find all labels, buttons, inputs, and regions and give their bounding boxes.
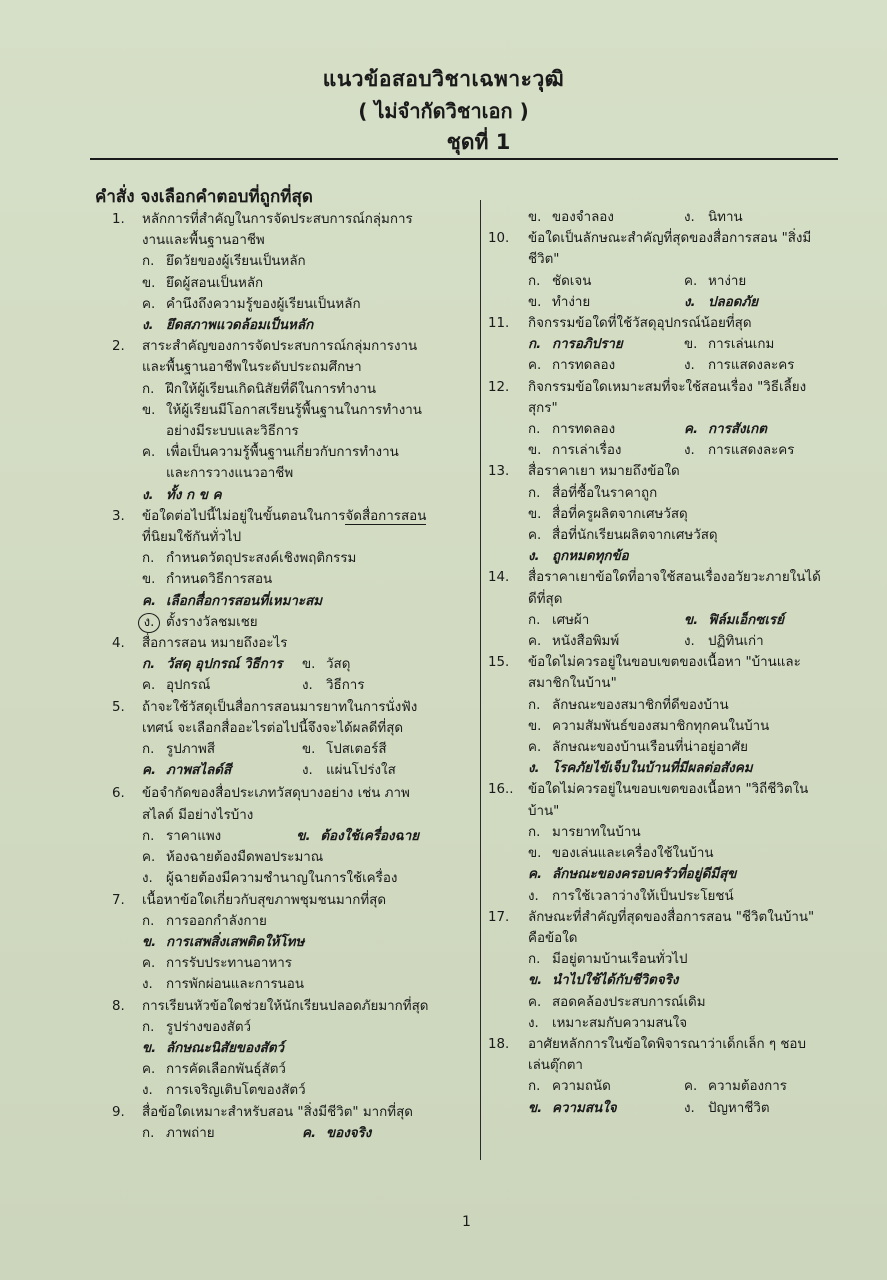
answer-option: ข. นำไปใช้ได้กับชีวิตจริง <box>528 973 679 989</box>
circled-option-mark: ง. <box>138 613 160 633</box>
option: ข. กำหนดวิธีการสอน <box>142 572 273 588</box>
option: ก. มารยาทในบ้าน <box>528 824 641 840</box>
question-12: 12. กิจกรรมข้อใดเหมาะสมที่จะใช้สอนเรื่อง "วิธีเลี้ยง <box>488 379 807 395</box>
answer-option: ง. โรคภัยไข้เจ็บในบ้านที่มีผลต่อสังคม <box>528 761 753 777</box>
question-4: 4. สื่อการสอน หมายถึงอะไร <box>112 636 288 652</box>
option: ค. คำนึงถึงความรู้ของผู้เรียนเป็นหลัก <box>142 296 361 312</box>
question-6: 6. ข้อจำกัดของสื่อประเภทวัสดุบางอย่าง เช่น ภาพ <box>112 786 410 802</box>
answer-option: ค. การสังเกต <box>684 422 767 438</box>
question-16: 16.. ข้อใดไม่ควรอยู่ในขอบเขตของเนื้อหา "วิถีชีวิตใน <box>488 782 809 798</box>
answer-option: ข. ลักษณะนิสัยของสัตว์ <box>142 1040 285 1056</box>
question-11: 11. กิจกรรมข้อใดที่ใช้วัสดุอุปกรณ์น้อยที่สุด <box>488 316 752 332</box>
option: ก. ยึดวัยของผู้เรียนเป็นหลัก <box>142 254 306 270</box>
option: ข. การเล่าเรื่อง <box>528 443 622 459</box>
page-header <box>0 62 887 158</box>
answer-option: ค. เลือกสื่อการสอนที่เหมาะสม <box>142 593 323 609</box>
option: ก. ฝึกให้ผู้เรียนเกิดนิสัยที่ดีในการทำงาน <box>142 381 377 397</box>
question-18: 18. อาศัยหลักการในข้อใดพิจารณาว่าเด็กเล็ก ๆ ชอบ <box>488 1036 806 1052</box>
option: ง. แผ่นโปร่งใส <box>302 763 396 779</box>
option: ง. นิทาน <box>684 210 743 225</box>
option: ก. สื่อที่ซื้อในราคาถูก <box>528 485 658 501</box>
option: ค. สอดคล้องประสบการณ์เดิม <box>528 994 706 1010</box>
page-title: แนวข้อสอบวิชาเฉพาะวุฒิ <box>322 67 565 91</box>
option: ข. ความสัมพันธ์ของสมาชิกทุกคนในบ้าน <box>528 718 770 734</box>
underlined-text: จัดสื่อการสอน <box>345 508 427 524</box>
answer-option: ข. ฟิล์มเอ็กซเรย์ <box>684 612 784 628</box>
question-3: 3. ข้อใดต่อไปนี้ไม่อยู่ในขั้นตอนในการจัดสื่อการสอน <box>112 508 427 524</box>
option: ก. กำหนดวัตถุประสงค์เชิงพฤติกรรม <box>142 551 357 567</box>
instruction: คำสั่ง จงเลือกคำตอบที่ถูกที่สุด <box>95 187 313 207</box>
option: ง. การพักผ่อนและการนอน <box>142 977 304 993</box>
option: ง. ปัญหาชีวิต <box>684 1100 770 1116</box>
option: ค. อุปกรณ์ <box>142 678 211 694</box>
question-9: 9. สื่อข้อใดเหมาะสำหรับสอน "สิ่งมีชีวิต" มากที่สุด <box>112 1104 413 1120</box>
option: ค. การคัดเลือกพันธุ์สัตว์ <box>142 1062 286 1078</box>
question-8: 8. การเรียนหัวข้อใดช่วยให้นักเรียนปลอดภัยมากที่สุด <box>112 998 429 1014</box>
option: ค. สื่อที่นักเรียนผลิตจากเศษวัสดุ <box>528 528 718 544</box>
answer-option: ข. ต้องใช้เครื่องฉาย <box>296 828 420 844</box>
header-rule <box>90 158 838 160</box>
option: ค. การทดลอง <box>528 358 616 374</box>
option: ค. ห้องฉายต้องมืดพอประมาณ <box>142 850 324 866</box>
option: ค. หนังสือพิมพ์ <box>528 634 620 650</box>
answer-option: ค. ของจริง <box>302 1125 372 1141</box>
question-5: 5. ถ้าจะใช้วัสดุเป็นสื่อการสอนมารยาทในการนั่งฟัง <box>112 699 418 715</box>
option: ง. การแสดงละคร <box>684 443 795 459</box>
question-15: 15. ข้อใดไม่ควรอยู่ในขอบเขตของเนื้อหา "บ้านและ <box>488 655 801 671</box>
option: ค. หาง่าย <box>684 273 747 289</box>
option: ข. ยึดผู้สอนเป็นหลัก <box>142 275 264 291</box>
option: ง. การแสดงละคร <box>684 358 795 374</box>
option: ข. สื่อที่ครูผลิตจากเศษวัสดุ <box>528 506 688 522</box>
question-13: 13. สื่อราคาเยา หมายถึงข้อใด <box>488 464 680 480</box>
option: ข. วัสดุ <box>302 657 351 673</box>
option: ข. ของจำลอง <box>528 210 614 225</box>
answer-option: ก. การอภิปราย <box>528 337 623 353</box>
option: ง. การเจริญเติบโตของสัตว์ <box>142 1083 306 1099</box>
option: ง. เหมาะสมกับความสนใจ <box>528 1015 688 1031</box>
answer-option: ง. ยึดสภาพแวดล้อมเป็นหลัก <box>142 318 314 334</box>
left-column: 1. หลักการที่สำคัญในการจัดประสบการณ์กลุ่มการ งานและพื้นฐานอาชีพ ก. ยึดวัยของผู้เรียนเป็นหลัก ข. ยึดผู้สอนเป็นหลัก ค. คำนึงถึงความรู้ของผู้เรียนเป็นหลัก ง. ยึดสภาพแวดล้อมเป็นหลัก 2. สาระสำคัญของการจัดประสบการณ์กลุ่มการงาน และพื้นฐานอาชีพในระดับประถมศึกษา ก. ฝึกให้ผู้เรียนเกิดนิสัยที่ดีในการทำงาน ข. ให้ผู้เรียนมีโอกาสเรียนรู้พื้นฐานในการทำงาน อย่างมีระบบและวิธีการ ค. เพื่อเป็นความรู้พื้นฐานเกี่ยวกับการทำงาน และการวางแนวอาชีพ ง. ทั้ง ก ข ค 3. ข้อใดต่อไปนี้ไม่อยู่ในขั้นตอนในการจัดสื่อการสอน ที่นิยมใช้กันทั่วไป ก. กำหนดวัตถุประสงค์เชิงพฤติกรรม ข. กำหนดวิธีการสอน ค. เลือกสื่อการสอนที่เหมาะสม ง. ตั้งรางวัลชมเชย 4. สื่อการสอน หมายถึงอะไร ก. วัสดุ อุปกรณ์ วิธีการ ข. วัสดุ ค. อุปกรณ์ ง. วิธีการ 5. ถ้าจะใช้วัสดุเป็นสื่อการสอนมารยาทในการนั่งฟัง เทศน์ จะเลือกสื่ออะไรต่อไปนี้จึงจะได้ผลดีที่สุด ก. รูปภาพสี ข. โปสเตอร์สี ค. ภาพสไลด์สี ง. แผ่นโปร่งใส 6. ข้อจำกัดของสื่อประเภทวัสดุบางอย่าง เช่น ภาพ สไลด์ มีอย่างไรบ้าง ก. ราคาแพง ข. ต้องใช้เครื่องฉาย ค. ห้องฉายต้องมืดพอประมาณ ง. ผู้ฉายต้องมีความชำนาญในการใช้เครื่อง 7. เนื้อหาข้อใดเกี่ยวกับสุขภาพชุมชนมากที่สุด ก. การออกกำลังกาย ข. การเสพสิ่งเสพติดให้โทษ ค. การรับประทานอาหาร ง. การพักผ่อนและการนอน 8. การเรียนหัวข้อใดช่วยให้นักเรียนปลอดภัยมากที่สุด ก. รูปร่างของสัตว์ ข. ลักษณะนิสัยของสัตว์ ค. การคัดเลือกพันธุ์สัตว์ ง. การเจริญเติบโตของสัตว์ 9. สื่อข้อใดเหมาะสำหรับสอน "สิ่งมีชีวิต" มากที่สุด ก. ภาพถ่าย ค. ของจริง <box>112 209 470 1144</box>
option: ก. การทดลอง <box>528 422 616 438</box>
option: ก. รูปร่างของสัตว์ <box>142 1019 252 1035</box>
option: ง. การใช้เวลาว่างให้เป็นประโยชน์ <box>528 888 734 904</box>
question-10: 10. ข้อใดเป็นลักษณะสำคัญที่สุดของสื่อการสอน "สิ่งมี <box>488 231 812 247</box>
option: ก. เศษผ้า <box>528 612 590 628</box>
option: ก. ความถนัด <box>528 1079 611 1095</box>
page-subtitle: ( ไม่จำกัดวิชาเอก ) <box>358 99 529 123</box>
question-7: 7. เนื้อหาข้อใดเกี่ยวกับสุขภาพชุมชนมากที่สุด <box>112 892 387 908</box>
question-1: 1. หลักการที่สำคัญในการจัดประสบการณ์กลุ่มการ <box>112 212 413 227</box>
option: ก. ภาพถ่าย <box>142 1125 215 1141</box>
right-column: ข. ของจำลอง ง. นิทาน 10. ข้อใดเป็นลักษณะสำคัญที่สุดของสื่อการสอน "สิ่งมี ชีวิต" ก. ชัดเจน ค. หาง่าย ข. ทำง่าย ง. ปลอดภัย 11. กิจกรรมข้อใดที่ใช้วัสดุอุปกรณ์น้อยที่สุด ก. การอภิปราย ข. การเล่นเกม ค. การทดลอง ง. การแสดงละคร 12. กิจกรรมข้อใดเหมาะสมที่จะใช้สอนเรื่อง "วิธีเลี้ยง สุกร" ก. การทดลอง ค. การสังเกต ข. การเล่าเรื่อง ง. การแสดงละคร 13. สื่อราคาเยา หมายถึงข้อใด ก. สื่อที่ซื้อในราคาถูก ข. สื่อที่ครูผลิตจากเศษวัสดุ ค. สื่อที่นักเรียนผลิตจากเศษวัสดุ ง. ถูกหมดทุกข้อ 14. สื่อราคาเยาข้อใดที่อาจใช้สอนเรื่องอวัยวะภายในได้ ดีที่สุด ก. เศษผ้า ข. ฟิล์มเอ็กซเรย์ ค. หนังสือพิมพ์ ง. ปฏิทินเก่า 15. ข้อใดไม่ควรอยู่ในขอบเขตของเนื้อหา "บ้านและ สมาชิกในบ้าน" ก. ลักษณะของสมาชิกที่ดีของบ้าน ข. ความสัมพันธ์ของสมาชิกทุกคนในบ้าน ค. ลักษณะของบ้านเรือนที่น่าอยู่อาศัย ง. โรคภัยไข้เจ็บในบ้านที่มีผลต่อสังคม 16.. ข้อใดไม่ควรอยู่ในขอบเขตของเนื้อหา "วิถีชีวิตใน บ้าน" ก. มารยาทในบ้าน ข. ของเล่นและเครื่องใช้ในบ้าน ค. ลักษณะของครอบครัวที่อยู่ดีมีสุข ง. การใช้เวลาว่างให้เป็นประโยชน์ 17. ลักษณะที่สำคัญที่สุดของสื่อการสอน "ชีวิตในบ้าน" คือข้อใด ก. มีอยู่ตามบ้านเรือนทั่วไป ข. นำไปใช้ได้กับชีวิตจริง ค. สอดคล้องประสบการณ์เดิม ง. เหมาะสมกับความสนใจ 18. อาศัยหลักการในข้อใดพิจารณาว่าเด็กเล็ก ๆ ชอบ เล่นตุ๊กตา ก. ความถนัด ค. ความต้องการ ข. ความสนใจ ง. ปัญหาชีวิต <box>488 207 840 1119</box>
option: ก. รูปภาพสี <box>142 742 216 758</box>
answer-option: ค. ภาพสไลด์สี <box>142 763 232 779</box>
option: ก. ชัดเจน <box>528 273 592 289</box>
set-label: ชุดที่ 1 <box>446 130 511 154</box>
option: ข. โปสเตอร์สี <box>302 742 387 758</box>
option: ค. เพื่อเป็นความรู้พื้นฐานเกี่ยวกับการทำงาน <box>142 445 399 461</box>
option: ก. มีอยู่ตามบ้านเรือนทั่วไป <box>528 952 688 968</box>
question-14: 14. สื่อราคาเยาข้อใดที่อาจใช้สอนเรื่องอวัยวะภายในได้ <box>488 570 821 586</box>
option: ง. ตั้งรางวัลชมเชย <box>112 612 470 633</box>
answer-option: ข. ความสนใจ <box>528 1100 617 1116</box>
option: ก. ราคาแพง <box>142 828 222 844</box>
option: ค. การรับประทานอาหาร <box>142 956 292 972</box>
answer-option: ง. ทั้ง ก ข ค <box>142 487 222 503</box>
option: ก. การออกกำลังกาย <box>142 913 267 929</box>
option: ค. ความต้องการ <box>684 1079 787 1095</box>
column-divider <box>480 200 481 1160</box>
option: ข. ทำง่าย <box>528 294 591 310</box>
option: ข. ของเล่นและเครื่องใช้ในบ้าน <box>528 846 714 862</box>
question-17: 17. ลักษณะที่สำคัญที่สุดของสื่อการสอน "ชีวิตในบ้าน" <box>488 909 815 925</box>
option: ง. ปฏิทินเก่า <box>684 634 764 650</box>
option: ก. ลักษณะของสมาชิกที่ดีของบ้าน <box>528 697 729 713</box>
page-number: 1 <box>462 1214 471 1230</box>
answer-option: ข. การเสพสิ่งเสพติดให้โทษ <box>142 934 305 950</box>
option: ง. วิธีการ <box>302 678 365 694</box>
option: ค. ลักษณะของบ้านเรือนที่น่าอยู่อาศัย <box>528 740 748 756</box>
answer-option: ง. ปลอดภัย <box>684 294 759 310</box>
answer-option: ก. วัสดุ อุปกรณ์ วิธีการ <box>142 657 283 673</box>
answer-option: ค. ลักษณะของครอบครัวที่อยู่ดีมีสุข <box>528 867 737 883</box>
option: ข. การเล่นเกม <box>684 337 775 353</box>
option: ข. ให้ผู้เรียนมีโอกาสเรียนรู้พื้นฐานในการทำงาน <box>142 402 422 418</box>
option: ง. ผู้ฉายต้องมีความชำนาญในการใช้เครื่อง <box>142 871 398 887</box>
answer-option: ง. ถูกหมดทุกข้อ <box>528 549 629 565</box>
question-2: 2. สาระสำคัญของการจัดประสบการณ์กลุ่มการงาน <box>112 339 418 355</box>
